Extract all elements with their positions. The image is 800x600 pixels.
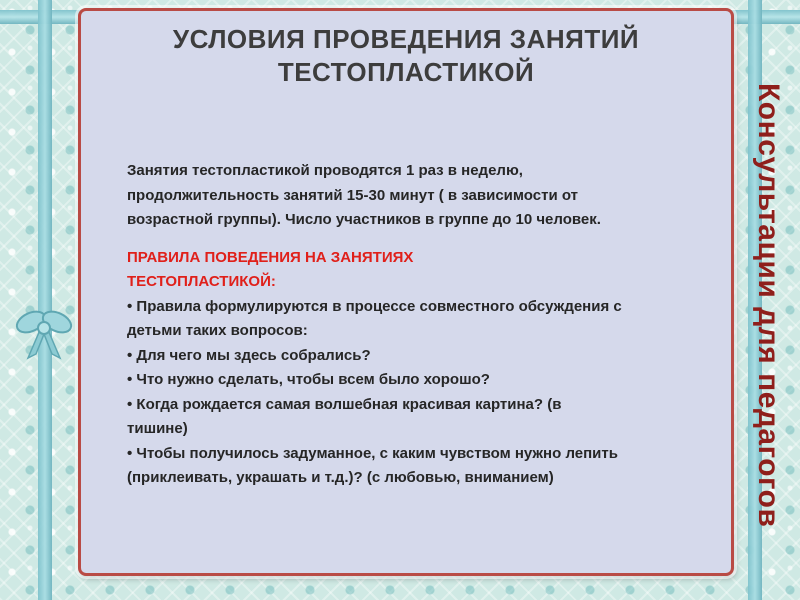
intro-paragraph: [127, 159, 717, 233]
rules-line: • Для чего мы здесь собрались?: [127, 346, 371, 364]
rules-heading: [127, 246, 717, 295]
intro-line: продолжительность занятий 15-30 минут ( в зависимости от: [127, 186, 578, 204]
rules-line: • Что нужно сделать, чтобы всем было хорошо?: [127, 371, 490, 388]
rules-line: детьми таких вопросов:: [127, 322, 308, 339]
rules-line: (приклеивать, украшать и т.д.)? (с любовью, вниманием): [127, 469, 554, 486]
body-text: [127, 159, 717, 491]
content-panel: [78, 8, 734, 576]
rules-heading-line: ПРАВИЛА ПОВЕДЕНИЯ НА ЗАНЯТИЯХ: [127, 248, 414, 266]
side-caption-text: Консультации для педагогов: [752, 82, 785, 528]
rules-heading-line: ТЕСТОПЛАСТИКОЙ:: [127, 273, 276, 290]
page-title: [81, 23, 731, 89]
rules-line: • Когда рождается самая волшебная красивая картина? (в: [127, 395, 562, 413]
title-line-1: УСЛОВИЯ ПРОВЕДЕНИЯ ЗАНЯТИЙ: [172, 24, 640, 54]
rules-line: тишине): [127, 420, 188, 437]
rules-line: • Чтобы получилось задуманное, с каким чувством нужно лепить: [127, 444, 618, 462]
ribbon-bow-icon: [14, 300, 74, 360]
intro-line: возрастной группы). Число участников в группе до 10 человек.: [127, 211, 601, 228]
side-caption: [748, 45, 788, 565]
intro-line: Занятия тестопластикой проводятся 1 раз в неделю,: [127, 162, 523, 179]
rules-list: [127, 295, 717, 491]
title-line-2: ТЕСТОПЛАСТИКОЙ: [277, 57, 535, 87]
rules-line: • Правила формулируются в процессе совместного обсуждения с: [127, 297, 622, 315]
